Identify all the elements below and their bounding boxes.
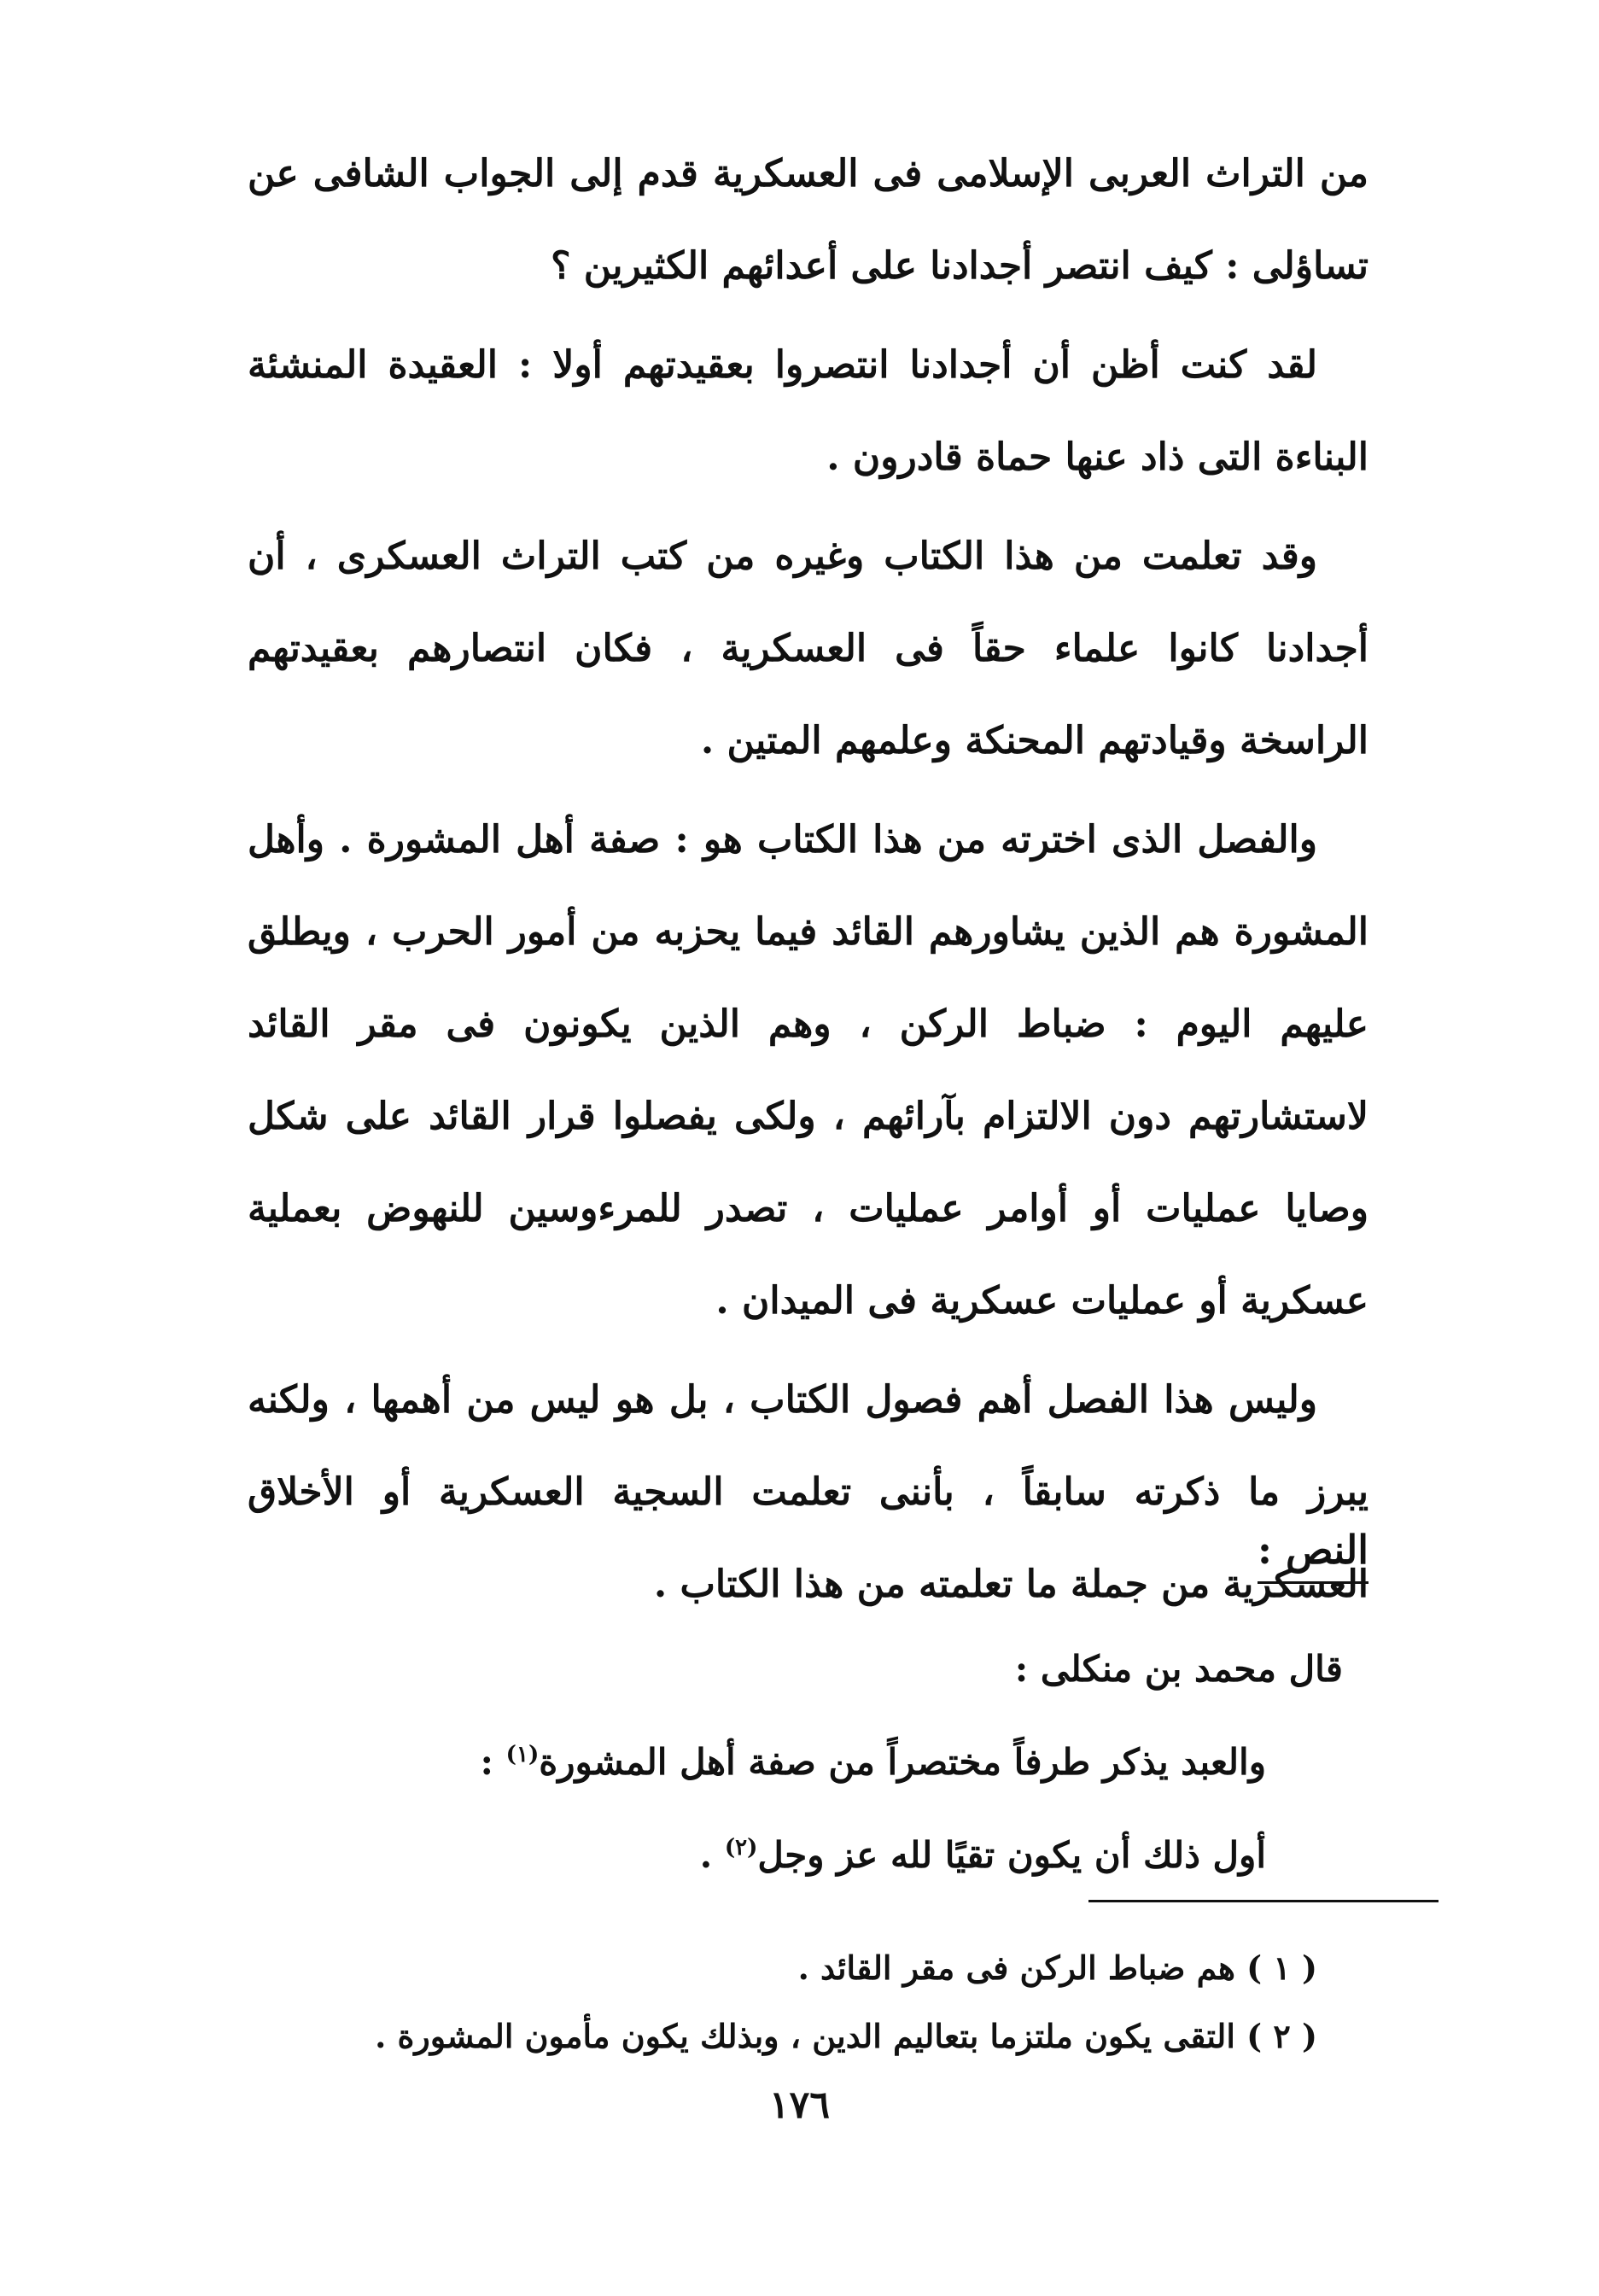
page-number: ١٧٦ [769, 2083, 830, 2127]
paragraph-5: وليس هذا الفصل أهم فصول الكتاب ، بل هو ليس من أهمها ، ولكنه يبرز ما ذكرته سابقاً ، بأننى تعلمت السجية العسكرية أو الأخلاق العسكرية من جملة ما تعلمته من هذا الكتاب . [248, 1378, 1368, 1606]
quote-line-1-text: والعبد يذكر طرفاً مختصراً من صفة أهل المشورة [539, 1741, 1266, 1783]
quote-line-1-end: : [480, 1741, 506, 1783]
footnotes [316, 1934, 1317, 2071]
quote-speaker: قال محمد بن منكلى : [1014, 1648, 1343, 1690]
quote-block [341, 1627, 1368, 1898]
section-heading: النص : [1258, 1520, 1368, 1584]
quote-line-2-end: . [699, 1834, 725, 1876]
quote-line-2 [341, 1805, 1368, 1898]
footnote-marker-2: (٢) [724, 1835, 758, 1861]
paragraph-1: من التراث العربى الإسلامى فى العسكرية قدم إلى الجواب الشافى عن تساؤلى : كيف انتصر أجدادنا على أعدائهم الكثيرين ؟ [248, 152, 1368, 288]
quote-line-2-text: أول ذلك أن يكون تقيًا لله عز وجل [757, 1834, 1266, 1876]
quote-line-1 [341, 1712, 1368, 1805]
paragraph-2: لقد كنت أظن أن أجدادنا انتصروا بعقيدتهم أولا : العقيدة المنشئة البناءة التى ذاد عنها حماة قادرون . [248, 343, 1368, 479]
footnote-divider [1088, 1900, 1439, 1902]
body-text [248, 128, 1368, 1638]
footnote-2: ( ٢ ) التقى يكون ملتزما بتعاليم الدين ، وبذلك يكون مأمون المشورة . [375, 2017, 1317, 2055]
footnote-1: ( ١ ) هم ضباط الركن فى مقر القائد . [797, 1948, 1317, 1987]
paragraph-3: وقد تعلمت من هذا الكتاب وغيره من كتب التراث العسكرى ، أن أجدادنا كانوا علماء حقاً فى العسكرية ، فكان انتصارهم بعقيدتهم الراسخة وقيادتهم المحنكة وعلمهم المتين . [248, 535, 1368, 762]
footnote-marker-1: (١) [505, 1742, 540, 1767]
paragraph-4: والفصل الذى اخترته من هذا الكتاب هو : صفة أهل المشورة . وأهل المشورة هم الذين يشاورهم القائد فيما يحزبه من أمور الحرب ، ويطلق عليهم اليوم : ضباط الركن ، وهم الذين يكونون فى مقر القائد لاستشارتهم دون الالتزام بآرائهم ، ولكى يفصلوا قرار القائد على شكل وصايا عمليات أو أوامر عمليات ، تصدر للمرءوسين للنهوض بعملية عسكرية أو عمليات عسكرية فى الميدان . [248, 818, 1368, 1323]
